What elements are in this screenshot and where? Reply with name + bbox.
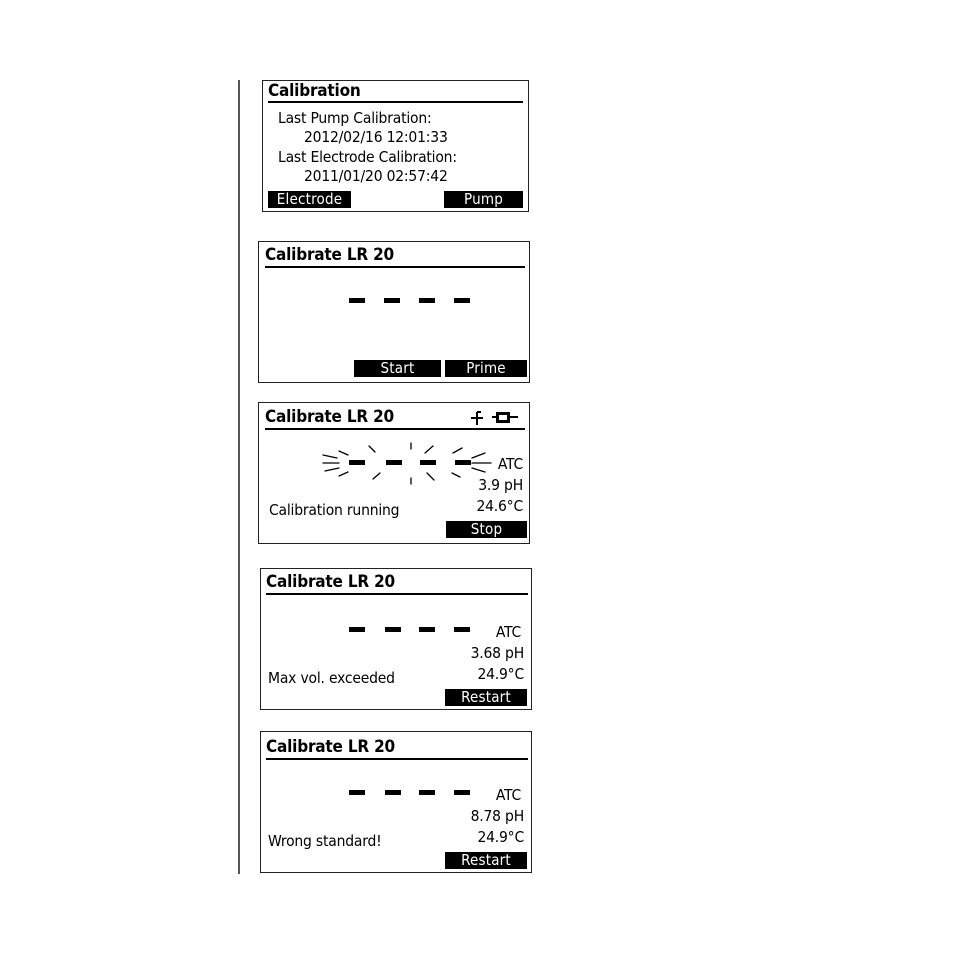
ph-reading: 3.9 pH xyxy=(478,476,523,494)
page-title: Calibrate LR 20 xyxy=(266,572,395,592)
reading-dash xyxy=(419,627,435,632)
temperature-reading: 24.9°C xyxy=(477,828,524,846)
reading-dash xyxy=(385,627,401,632)
calibration-running-screen xyxy=(258,402,530,544)
reading-dash xyxy=(349,790,365,795)
title-divider xyxy=(268,101,523,103)
reading-dash xyxy=(349,627,365,632)
last-pump-calibration-value: 2012/02/16 12:01:33 xyxy=(304,128,448,146)
page-title: Calibrate LR 20 xyxy=(266,737,395,757)
atc-indicator: ATC xyxy=(495,623,521,641)
atc-indicator: ATC xyxy=(497,455,523,473)
stop-button[interactable]: Stop xyxy=(446,521,527,538)
pump-button[interactable]: Pump xyxy=(444,191,523,208)
page-title: Calibrate LR 20 xyxy=(265,407,394,427)
reading-dash xyxy=(386,460,402,465)
last-electrode-calibration-value: 2011/01/20 02:57:42 xyxy=(304,167,448,185)
ph-reading: 8.78 pH xyxy=(470,807,524,825)
calibrate-start-screen xyxy=(258,241,530,383)
page-title: Calibration xyxy=(268,81,361,101)
reading-dash xyxy=(385,790,401,795)
reading-dash xyxy=(454,627,470,632)
status-message: Calibration running xyxy=(269,501,400,519)
restart-button[interactable]: Restart xyxy=(445,852,527,869)
ph-reading: 3.68 pH xyxy=(470,644,524,662)
title-divider xyxy=(266,593,528,595)
reading-dash xyxy=(384,298,400,303)
reading-dash xyxy=(349,298,365,303)
restart-button[interactable]: Restart xyxy=(445,689,527,706)
status-message: Wrong standard! xyxy=(268,832,382,850)
status-message: Max vol. exceeded xyxy=(268,669,395,687)
page-title: Calibrate LR 20 xyxy=(265,245,394,265)
reading-dash xyxy=(349,460,365,465)
temperature-reading: 24.9°C xyxy=(477,665,524,683)
title-divider xyxy=(265,266,525,268)
reading-dash xyxy=(419,298,435,303)
prime-button[interactable]: Prime xyxy=(445,360,527,377)
last-pump-calibration-label: Last Pump Calibration: xyxy=(278,109,432,127)
electrode-button[interactable]: Electrode xyxy=(268,191,351,208)
reading-dash xyxy=(454,298,470,303)
atc-indicator: ATC xyxy=(495,786,521,804)
reading-dash xyxy=(455,460,471,465)
last-electrode-calibration-label: Last Electrode Calibration: xyxy=(278,148,457,166)
reading-dash xyxy=(420,460,436,465)
margin-rule xyxy=(238,80,240,874)
start-button[interactable]: Start xyxy=(354,360,441,377)
calibration-info-screen xyxy=(262,80,529,212)
title-divider xyxy=(266,758,528,760)
reading-dash xyxy=(454,790,470,795)
reading-dash xyxy=(419,790,435,795)
temperature-reading: 24.6°C xyxy=(476,497,523,515)
wrong-standard-screen xyxy=(260,731,532,873)
max-volume-exceeded-screen xyxy=(260,568,532,710)
